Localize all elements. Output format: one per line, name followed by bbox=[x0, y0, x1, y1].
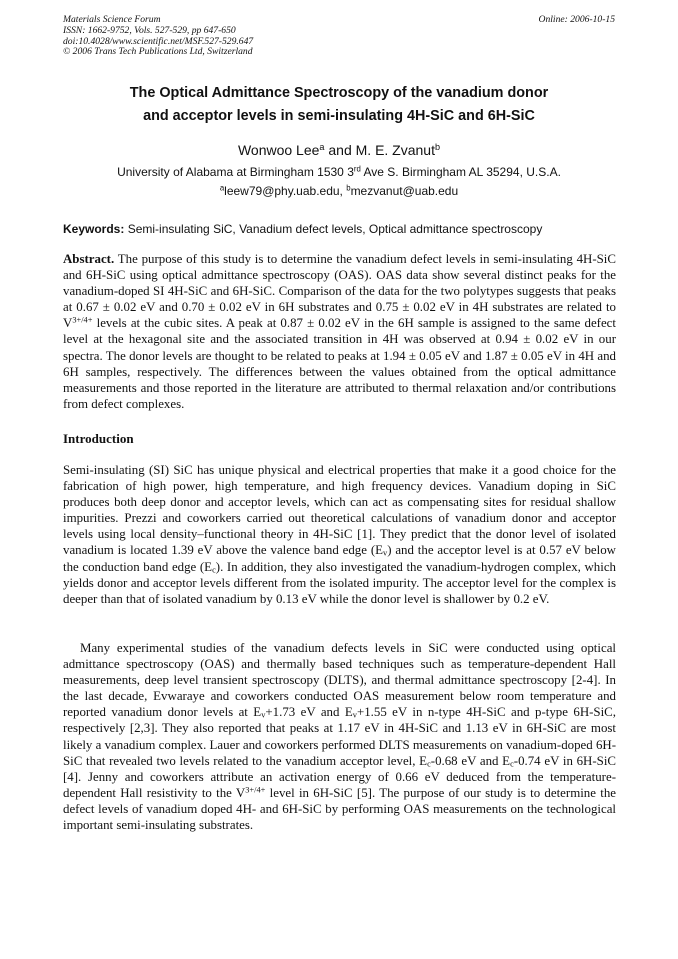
p1-text-b: ) and the acceptor level is at 0.57 eV below the conduction band edge (E bbox=[63, 543, 616, 574]
p1-text-c: ). In addition, they also investigated the vanadium-hydrogen complex, which yields donor and acceptor levels different from the isolated impurity. The acceptor level for the complex is deeper than that of isolated vanadium by 0.13 eV while the donor level is shallower by 0.2 eV. bbox=[63, 559, 616, 606]
email-b-mark: b bbox=[346, 183, 351, 193]
p2-text-b: +1.73 eV and E bbox=[265, 705, 353, 720]
affiliation-text-2: Ave S. Birmingham AL 35294, U.S.A. bbox=[360, 165, 561, 179]
abstract bbox=[63, 251, 616, 412]
title-line-1: The Optical Admittance Spectroscopy of the vanadium donor bbox=[129, 85, 549, 101]
intro-paragraph-2 bbox=[63, 640, 616, 833]
keywords bbox=[63, 221, 623, 237]
abstract-text-2: levels at the cubic sites. A peak at 0.87 ± 0.02 eV in the 6H sample is assigned to the same defect level at the hexagonal site and the associated transition in 4H was observed at 0.94 ± 0.02 eV in our spectra. The donor levels are thought to be related to peaks at 1.94 ± 0.05 eV and 1.87 ± 0.05 eV in 4H and 6H samples, respectively. The differences between the values obtained from the optical admittance measurements and those reported in the literature are attributed to thermal relaxation and/or contributions from defect complexes. bbox=[63, 316, 616, 411]
author-emails bbox=[0, 183, 678, 199]
journal-name: Materials Science Forum bbox=[63, 14, 161, 25]
email-b[interactable]: mezvanut@uab.edu bbox=[350, 184, 459, 198]
p2-text-f: level in 6H-SiC [5]. The purpose of our study is to determine the defect levels of vanadium doped 4H- and 6H-SiC by performing OAS measurements on the technological important semi-insulating substrates. bbox=[63, 785, 616, 833]
p1-sub-v: v bbox=[383, 549, 388, 559]
p2-text-a: Many experimental studies of the vanadium defects levels in SiC were conducted using optical admittance spectroscopy (OAS) and thermally based techniques such as temperature-dependent Hall measurements, deep level transient spectroscopy (DLTS), and thermal admittance spectroscopy [2-4]. In the last decade, Evwaraye and coworkers conducted OAS measurement below room temperature and reported vanadium donor levels at E bbox=[63, 641, 616, 720]
affiliation-ordinal: rd bbox=[353, 164, 361, 174]
author-joiner: and bbox=[324, 142, 356, 158]
email-a[interactable]: leew79@phy.uab.edu, bbox=[224, 184, 347, 198]
abstract-sup: 3+/4+ bbox=[72, 315, 93, 325]
abstract-text-1: The purpose of this study is to determine the vanadium defect levels in semi-insulating 4H-SiC and 6H-SiC using optical admittance spectroscopy (OAS). OAS data show several distinct peaks for the vanadium-doped SI 4H-SiC and 6H-SiC. Comparison of the data for the two polytypes suggests that peaks at 0.67 ± 0.02 eV and 0.70 ± 0.02 eV in 6H substrates and 0.75 ± 0.02 eV in 4H substrates are related to V bbox=[63, 252, 616, 331]
paper-title bbox=[0, 82, 678, 128]
keywords-text: Semi-insulating SiC, Vanadium defect levels, Optical admittance spectroscopy bbox=[124, 222, 543, 236]
author-2: M. E. Zvanut bbox=[355, 142, 435, 158]
doi-line: doi:10.4028/www.scientific.net/MSF.527-529.647 bbox=[63, 35, 254, 47]
p2-sub-1: v bbox=[261, 711, 266, 721]
author-1-affil-mark: a bbox=[319, 142, 325, 152]
p2-sup-1: 3+/4+ bbox=[245, 785, 266, 795]
journal-header bbox=[63, 15, 253, 58]
online-date: Online: 2006-10-15 bbox=[538, 14, 615, 25]
p2-sub-2: v bbox=[352, 711, 357, 721]
affiliation bbox=[0, 164, 678, 180]
email-a-mark: a bbox=[219, 183, 225, 193]
author-2-affil-mark: b bbox=[434, 142, 441, 152]
author-1: Wonwoo Lee bbox=[237, 142, 320, 158]
intro-paragraph-1 bbox=[63, 462, 616, 607]
issn-line: ISSN: 1662-9752, Vols. 527-529, pp 647-650 bbox=[63, 24, 236, 36]
introduction-heading: Introduction bbox=[63, 431, 134, 446]
p2-text-e: -0.74 eV in 6H-SiC [4]. Jenny and coworkers attribute an activation energy of 0.66 eV deduced from the temperature-dependent Hall resistivity to the V bbox=[63, 753, 616, 800]
p1-sub-c: c bbox=[212, 565, 216, 575]
author-list bbox=[0, 141, 678, 159]
p2-sub-3: c bbox=[427, 759, 431, 769]
p2-text-c: +1.55 eV in n-type 4H-SiC and p-type 6H-SiC, respectively [2,3]. They also reported that peaks at 1.17 eV in 4H-SiC and 1.13 eV in 6H-SiC are most likely a vanadium complex. Lauer and coworkers performed DLTS measurements on vanadium-doped 6H-SiC that revealed two levels related to the vanadium acceptor level, E bbox=[63, 705, 617, 768]
p2-text-d: -0.68 eV and E bbox=[430, 753, 511, 768]
abstract-label: Abstract. bbox=[63, 252, 115, 266]
keywords-label: Keywords: bbox=[63, 222, 125, 236]
p1-text-a: Semi-insulating (SI) SiC has unique physical and electrical properties that make it a good choice for the fabrication of high power, high temperature, and high frequency devices. Vanadium doping in SiC produces both deep donor and acceptor levels, which can act as compensating sites for residual shallow impurities. Prezzi and coworkers carried out theoretical calculations of vanadium donor and acceptor levels using local density–functional theory in 4H-SiC [1]. They predict that the donor level of isolated vanadium is located 1.39 eV above the valence band edge (E bbox=[63, 463, 616, 558]
title-line-2: and acceptor levels in semi-insulating 4H-SiC and 6H-SiC bbox=[143, 108, 535, 124]
p2-sub-4: c bbox=[510, 759, 514, 769]
copyright-line: © 2006 Trans Tech Publications Ltd, Switzerland bbox=[63, 46, 253, 58]
affiliation-text: University of Alabama at Birmingham 1530 3 bbox=[117, 165, 354, 179]
